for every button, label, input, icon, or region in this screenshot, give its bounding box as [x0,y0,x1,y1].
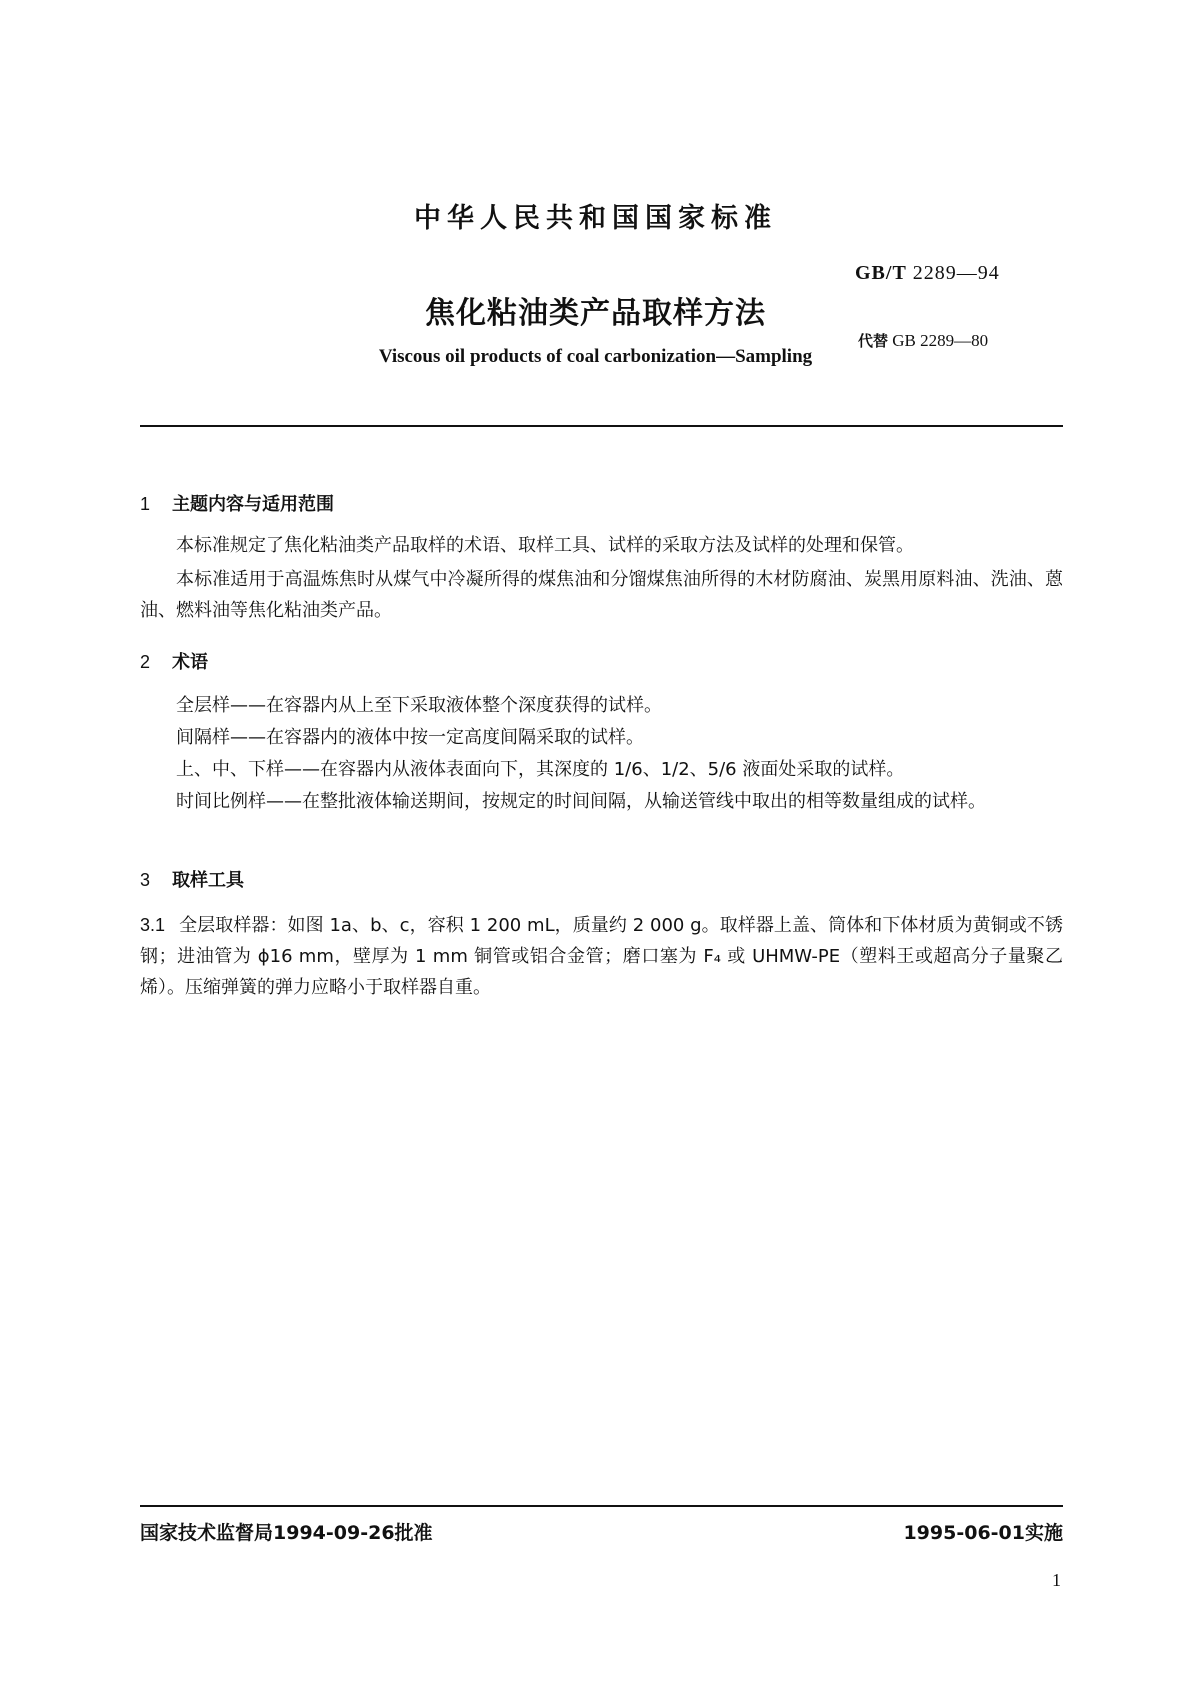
section-1-heading [140,490,334,516]
term-upper-middle-lower-sample: 上、中、下样——在容器内从液体表面向下，其深度的 1/6、1/2、5/6 液面处采取的试样。 [176,759,905,780]
section-3-heading [140,866,244,892]
clause-text: 全层取样器：如图 1a、b、c，容积 1 200 mL，质量约 2 000 g。取样器上盖、筒体和下体材质为黄铜或不锈钢；进油管为 ϕ16 mm，壁厚为 1 mm 铜管或铝合金管；磨口塞为 F₄ 或 UHMW-PE（塑料王或超高分子量聚乙烯）。压缩弹簧的弹力应略小于取样器自重。 [140,915,1063,998]
document-title-cn: 焦化粘油类产品取样方法 [425,296,766,331]
standard-prefix: GB/T [855,262,907,284]
standard-number [855,262,1000,285]
implementation-date: 1995-06-01实施 [903,1522,1063,1544]
footer-divider [140,1505,1063,1507]
term-interval-sample: 间隔样——在容器内的液体中按一定高度间隔采取的试样。 [176,727,644,748]
section-number: 1 [140,494,151,514]
clause-number: 3.1 [140,915,166,935]
section-title: 取样工具 [172,870,244,891]
section-title: 主题内容与适用范围 [172,494,334,515]
national-standard-heading: 中华人民共和国国家标准 [414,203,777,234]
section-1-paragraph-1: 本标准规定了焦化粘油类产品取样的术语、取样工具、试样的采取方法及试样的处理和保管。 [176,535,914,556]
page-number: 1 [1052,1570,1061,1590]
document-title-en: Viscous oil products of coal carbonization—Sampling [378,346,813,367]
header-divider [140,425,1063,427]
standard-code: 2289—94 [912,262,1000,284]
approval-date: 国家技术监督局1994-09-26批准 [140,1522,433,1544]
replaces-label: 代替 [858,332,889,350]
term-full-layer-sample: 全层样——在容器内从上至下采取液体整个深度获得的试样。 [176,695,662,716]
section-1-paragraph-2: 本标准适用于高温炼焦时从煤气中冷凝所得的煤焦油和分馏煤焦油所得的木材防腐油、炭黑用原料油、洗油、蒽油、燃料油等焦化粘油类产品。 [140,569,1063,621]
term-time-proportional-sample: 时间比例样——在整批液体输送期间，按规定的时间间隔，从输送管线中取出的相等数量组成的试样。 [176,791,986,812]
section-title: 术语 [172,652,208,673]
section-2-heading [140,648,208,674]
clause-3-1 [140,910,1063,1003]
section-number: 3 [140,870,151,890]
replaces-number: GB 2289—80 [892,331,989,350]
section-number: 2 [140,652,151,672]
